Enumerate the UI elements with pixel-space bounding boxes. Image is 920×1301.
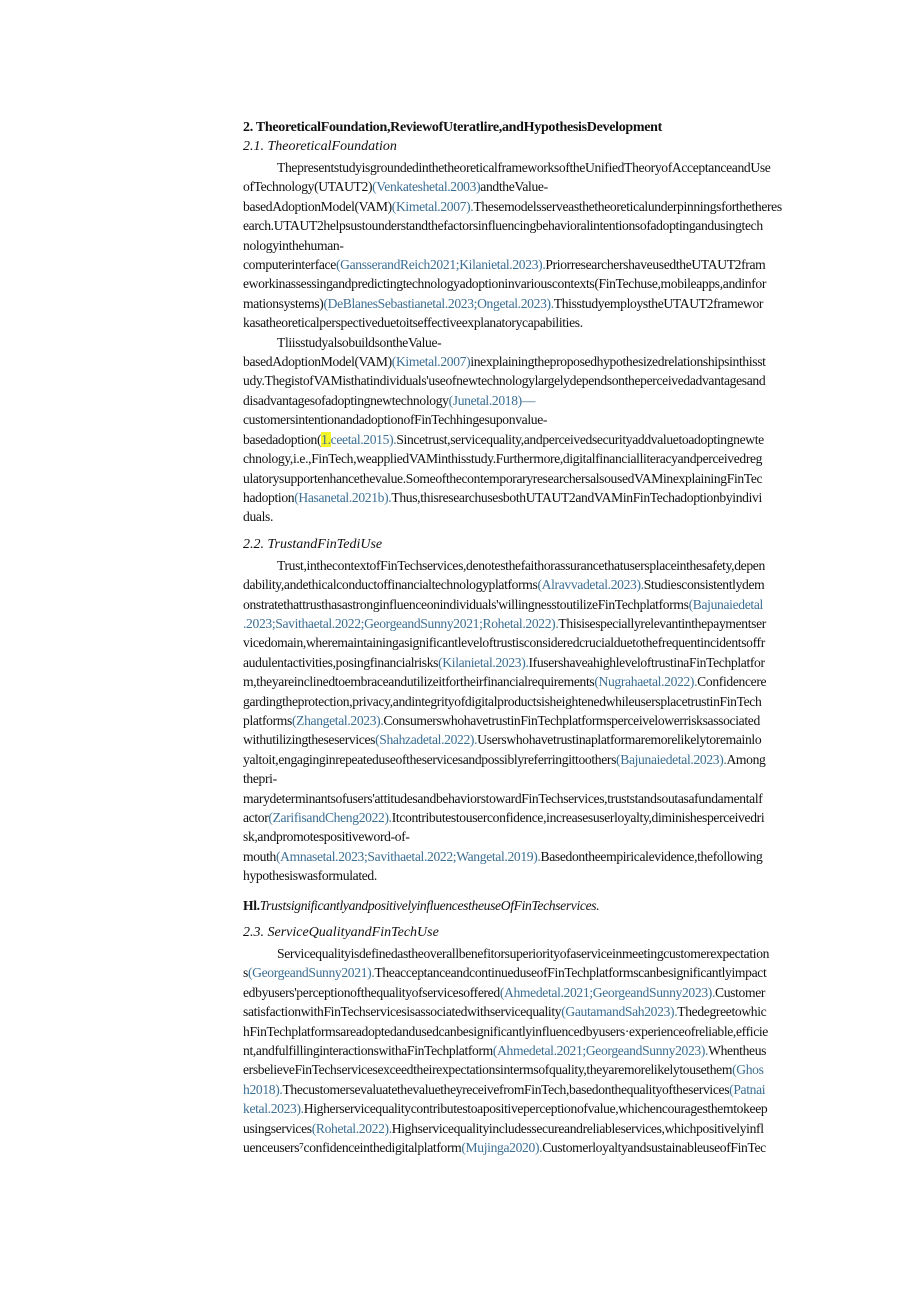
citation[interactable]: (Amnasetal.2023;Savithaetal.2022;Wangetal.2019).	[276, 848, 541, 864]
text-line: audulentactivities,posingfinancialrisks(Kilanietal.2023).IfusershaveahighleveloftrustinaFinTechplatfor	[243, 654, 765, 670]
text-line: uenceusers⁷confidenceinthedigitalplatform(Mujinga2020).CustomerloyaltyandsustainableuseofFinTec	[243, 1140, 766, 1156]
text-line: withutilizingtheseservices(Shahzadetal.2022).Userswhohavetrustinaplatformaremorelikelytoremainlo	[243, 732, 762, 748]
text-line: gardingtheprotection,privacy,andintegrityofdigitalproductsisheightenedwhileusersplacetrustinFinTech	[243, 693, 762, 709]
citation[interactable]: (Kilanietal.2023).	[438, 654, 529, 670]
text-line: satisfactionwithFinTechservicesisassociatedwithservicequality(GautamandSah2023).Thedegreetowhic	[243, 1004, 767, 1020]
text-line: Trust,inthecontextofFinTechservices,denotesthefaithorassurancethatusersplaceinthesafety,depen	[277, 557, 765, 573]
text-line: Servicequalityisdefinedastheoverallbenefitorsuperiorityofaserviceinmeetingcustomerexpectation	[277, 946, 770, 962]
citation[interactable]: .2023;Savithaetal.2022;GeorgeandSunny2021;Rohetal.2022).	[243, 615, 559, 631]
text-line: mationsystems)(DeBlanesSebastianetal.2023;Ongetal.2023).ThisstudyemploystheUTAUT2framewor	[243, 295, 764, 311]
text-line: udy.ThegistofVAMisthatindividuals'useofnewtechnologylargelydependsontheperceivedadvantagesand	[243, 373, 766, 389]
citation[interactable]: (Ahmedetal.2021;GeorgeandSunny2023).	[492, 1043, 709, 1059]
text-line: hFinTechplatformsareadoptedandusedcanbesignificantlyinfluencedbyusers·experienceofreliable,efficie	[243, 1023, 768, 1039]
paragraph-theoretical-foundation	[243, 158, 876, 333]
text-line: disadvantagesofadoptingnewtechnology(Junetal.2018)—	[243, 392, 536, 408]
text-line: customersintentionandadoptionofFinTechhingesuponvalue-	[243, 412, 548, 428]
citation[interactable]: (Kimetal.2007).	[391, 198, 474, 214]
paragraph-service-quality	[243, 944, 876, 1157]
subsection-heading-2-1: 2.1. TheoreticalFoundation	[243, 139, 397, 154]
citation[interactable]: ceetal.2015).	[330, 431, 397, 447]
citation[interactable]: (Venkateshetal.2003)	[372, 179, 481, 195]
paper-page	[243, 118, 876, 1158]
text-line: edbyusers'perceptionofthequalityofservicesoffered(Ahmedetal.2021;GeorgeandSunny2023).Customer	[243, 984, 766, 1000]
text-line: ketal.2023).Higherservicequalitycontributestoapositiveperceptionofvalue,whichencouragesthemtokeep	[243, 1101, 768, 1117]
citation[interactable]: (Kimetal.2007)	[391, 354, 471, 370]
text-line: marydeterminantsofusers'attitudesandbehaviorstowardFinTechservices,truststandsoutasafundamentalf	[243, 790, 763, 806]
citation[interactable]: (GansserandReich2021;Kilanietal.2023).	[335, 257, 546, 273]
paragraph-trust	[243, 556, 876, 886]
text-line: nt,andfulfillinginteractionswithaFinTechplatform(Ahmedetal.2021;GeorgeandSunny2023).Whentheus	[243, 1043, 767, 1059]
citation[interactable]: (Bajunaiedetal.2023).	[616, 751, 727, 767]
text-line: hypothesiswasformulated.	[243, 868, 377, 884]
citation[interactable]: (Patnai	[729, 1081, 766, 1097]
hypothesis-label: Hl.	[243, 897, 260, 913]
text-line: h2018).ThecustomersevaluatethevaluetheyreceivefromFinTech,basedonthequalityoftheservices(Patnai	[243, 1081, 766, 1097]
citation[interactable]: (Ahmedetal.2021;GeorgeandSunny2023).	[499, 984, 716, 1000]
text-line: basedadoption(1.ceetal.2015).Sincetrust,servicequality,andperceivedsecurityaddvaluetoadoptingnewte	[243, 431, 764, 447]
text-line: usingservices(Rohetal.2022).Highservicequalityincludessecureandreliableservices,whichpositivelyinfl	[243, 1120, 764, 1136]
text-line: computerinterface(GansserandReich2021;Kilanietal.2023).PriorresearchershaveusedtheUTAUT2fram	[243, 257, 766, 273]
text-line: ulatorysupportenhancethevalue.SomeofthecontemporaryresearchersalsousedVAMinexplainingFinTec	[243, 470, 763, 486]
text-line: mouth(Amnasetal.2023;Savithaetal.2022;Wangetal.2019).Basedontheempiricalevidence,thefollowing	[243, 848, 763, 864]
text-line: ThepresentstudyisgroundedinthetheoreticalframeworksoftheUnifiedTheoryofAcceptanceandUse	[277, 160, 771, 175]
citation[interactable]: (GautamandSah2023).	[561, 1004, 678, 1020]
text-line: earch.UTAUT2helpsustounderstandthefactorsinfluencingbehavioralintentionsofadoptingandusingtech	[243, 218, 763, 234]
text-line: platforms(Zhangetal.2023).ConsumerswhohavetrustinFinTechplatformsperceivelowerrisksassociated	[243, 712, 760, 728]
text-line: actor(ZarifisandCheng2022).Itcontributestouserconfidence,increasesuserloyalty,diminishesperceivedri	[243, 810, 765, 825]
highlighted-citation-marker[interactable]: 1.	[321, 431, 331, 447]
text-line: s(GeorgeandSunny2021).TheacceptanceandcontinueduseofFinTechplatformscanbesignificantlyimpact	[243, 965, 767, 981]
citation[interactable]: (Shahzadetal.2022).	[375, 732, 478, 748]
section-heading: 2. TheoreticalFoundation,ReviewofUteratlire,andHypothesisDevelopment	[243, 120, 663, 135]
citation[interactable]: (ZarifisandCheng2022).	[268, 810, 392, 825]
citation[interactable]: (Junetal.2018)—	[448, 392, 536, 408]
citation[interactable]: (Bajunaiedetal	[688, 596, 763, 612]
text-line: basedAdoptionModel(VAM)(Kimetal.2007).Thesemodelsserveasthetheoreticalunderpinningsforthetheres	[243, 198, 782, 214]
text-line: hadoption(Hasanetal.2021b).Thus,thisresearchusesbothUTAUT2andVAMinFinTechadoptionbyindivi	[243, 489, 762, 505]
text-line: eworkinassessingandpredictingtechnologyadoptioninvariouscontexts(FinTechuse,mobileapps,andinfor	[243, 276, 767, 292]
text-line: thepri-	[243, 771, 277, 787]
citation[interactable]: h2018).	[243, 1081, 283, 1097]
text-line: ersbelieveFinTechservicesexceedtheirexpectationsintermsofquality,theyaremorelikelytousethem(Ghos	[243, 1062, 764, 1078]
text-line: .2023;Savithaetal.2022;GeorgeandSunny2021;Rohetal.2022).Thisisespeciallyrelevantinthepaymentser	[243, 615, 766, 631]
citation[interactable]: ketal.2023).	[243, 1101, 304, 1117]
text-line: yaltoit,engaginginrepeateduseoftheservicesandpossiblyreferringittoothers(Bajunaiedetal.2023).Among	[243, 751, 766, 767]
text-line: basedAdoptionModel(VAM)(Kimetal.2007)inexplainingtheproposedhypothesizedrelationshipsinthisst	[243, 354, 766, 370]
citation[interactable]: (Mujinga2020).	[461, 1140, 543, 1156]
citation[interactable]: (DeBlanesSebastianetal.2023;Ongetal.2023).	[323, 295, 554, 311]
citation[interactable]: (Rohetal.2022).	[311, 1120, 392, 1136]
citation[interactable]: (Alravvadetal.2023).	[537, 577, 644, 593]
text-line: duals.	[243, 509, 273, 525]
citation[interactable]: (Nugrahaetal.2022).	[594, 674, 698, 690]
text-line: chnology,i.e.,FinTech,weappliedVAMinthisstudy.Furthermore,digitalfinancialliteracyandperceivedreg	[243, 451, 763, 467]
text-line: vicedomain,wheremaintainingasignificantleveloftrustisconsideredcrucialduetothefrequentincidentsoffr	[243, 635, 765, 651]
text-line: TliisstudyalsobuildsontheValue-	[277, 334, 442, 350]
citation[interactable]: (GeorgeandSunny2021).	[247, 965, 375, 981]
hypothesis-text: TrustsignificantlyandpositivelyinfluencestheuseOfFinTechservices.	[259, 897, 600, 913]
citation[interactable]: (Ghos	[732, 1062, 764, 1078]
citation[interactable]: (Zhangetal.2023).	[291, 712, 384, 728]
text-line: m,theyareinclinedtoembraceandutilizeitfortheirfinancialrequirements(Nugrahaetal.2022).Confidencere	[243, 674, 767, 690]
text-line: dability,andethicalconductoffinancialtechnologyplatforms(Alravvadetal.2023).Studiesconsistentlydem	[243, 577, 765, 593]
text-line: kasatheoreticalperspectiveduetoitseffectiveexplanatorycapabilities.	[243, 315, 583, 331]
text-line: nologyinthehuman-	[243, 237, 344, 253]
text-line: onstratethattrusthasastronginfluenceonindividuals'willingnesstoutilizeFinTechplatforms(Bajunaiedetal	[243, 596, 763, 612]
hypothesis-h1	[243, 896, 876, 915]
text-line: sk,andpromotespositiveword-of-	[243, 829, 410, 845]
paragraph-vam	[243, 333, 876, 527]
subsection-heading-2-2: 2.2. TrustandFinTediUse	[243, 536, 383, 552]
text-line: ofTechnology(UTAUT2)(Venkateshetal.2003)andtheValue-	[243, 179, 548, 195]
citation[interactable]: (Hasanetal.2021b).	[294, 489, 392, 505]
subsection-heading-2-3: 2.3. ServiceQualityandFinTechUse	[243, 925, 439, 941]
